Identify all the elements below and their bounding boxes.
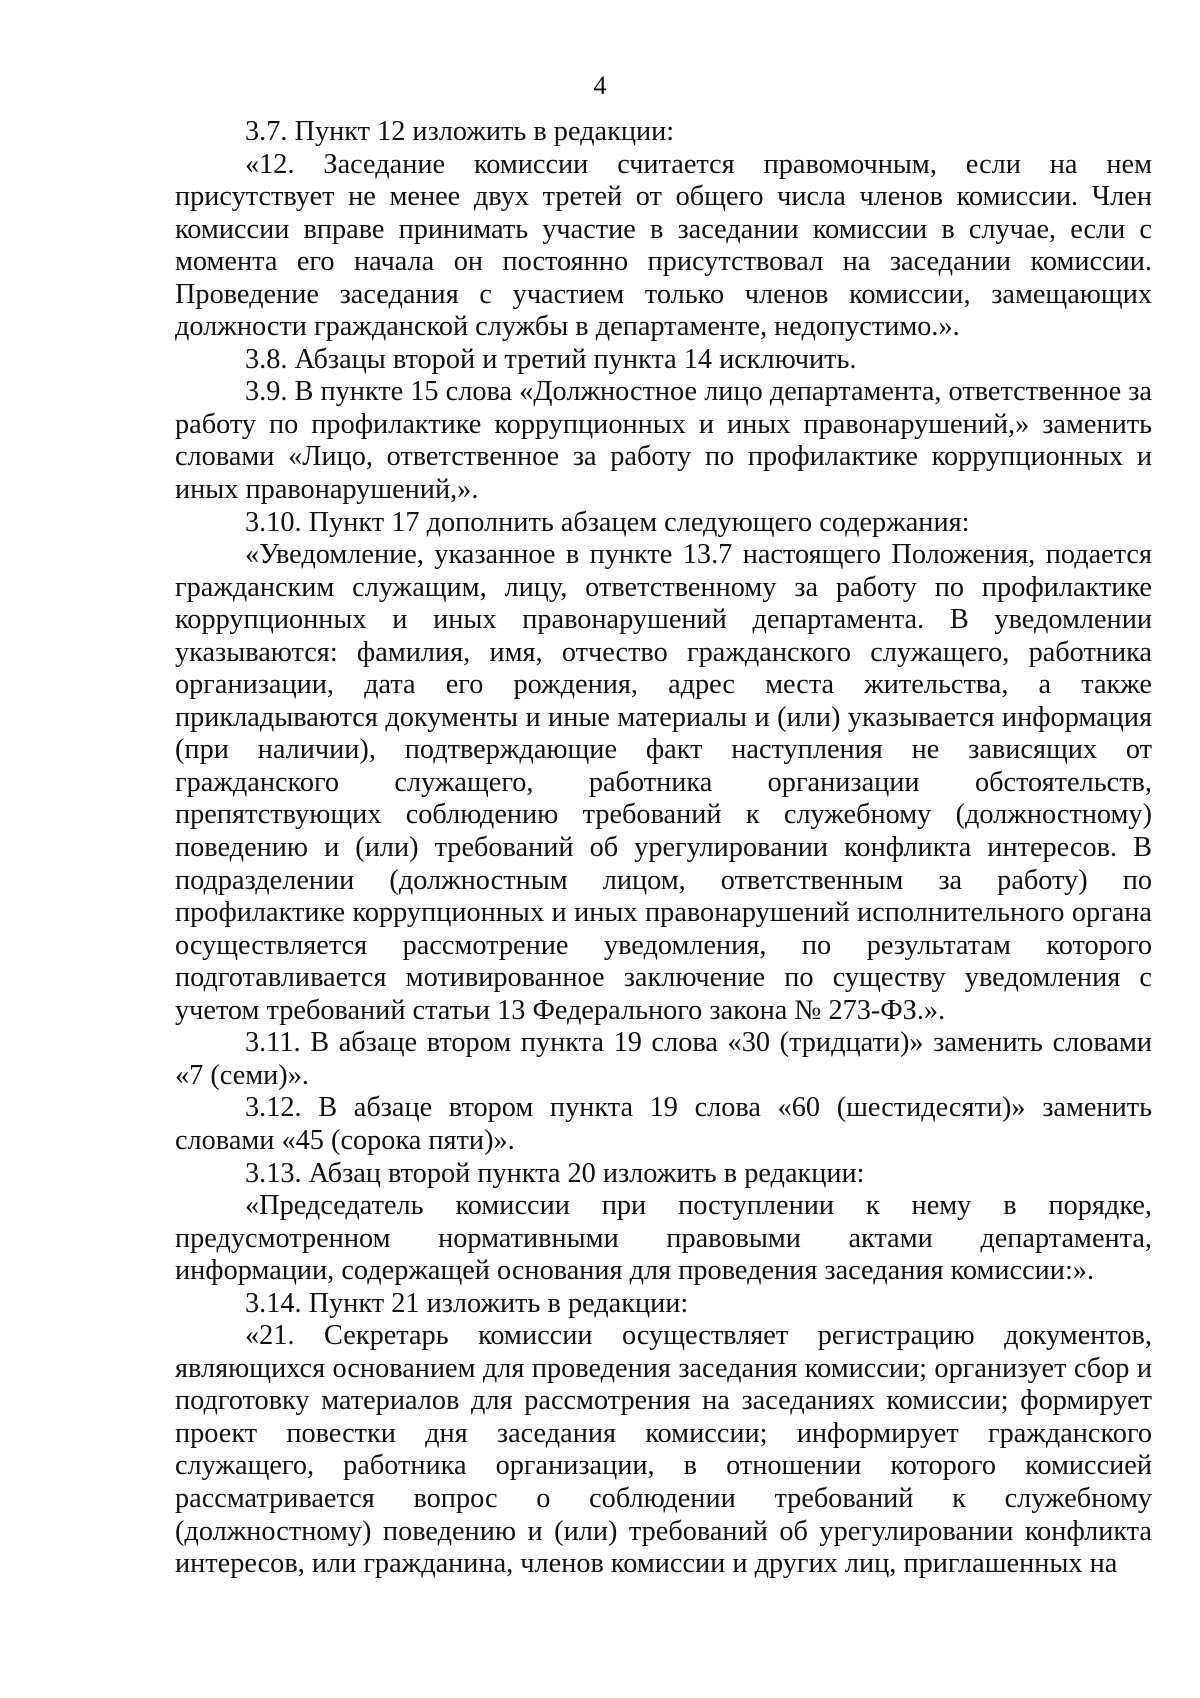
paragraph-notification-text: «Уведомление, указанное в пункте 13.7 настоящего Положения, подается гражданским служащим, лицу, ответственному за работу по профилактике коррупционных и иных правонарушений департамента. В уведомлении указываются: фамилия, имя, отчество гражданского служащего, работника организации, дата его рождения, адрес места жительства, а также прикладываются документы и иные материалы и (или) указывается информация (при наличии), подтверждающие факт наступления не зависящих от гражданского служащего, работника организации обстоятельств, препятствующих соблюдению требований к служебному (должностному) поведению и (или) требований об урегулировании конфликта интересов. В подразделении (должностным лицом, ответственным за работу) по профилактике коррупционных и иных правонарушений исполнительного органа осуществляется рассмотрение уведомления, по результатам которого подготавливается мотивированное заключение по существу уведомления с учетом требований статьи 13 Федерального закона № 273-ФЗ.». [175, 539, 1152, 1026]
paragraph-3-8: 3.8. Абзацы второй и третий пункта 14 исключить. [245, 343, 857, 375]
document-body [175, 116, 1152, 1581]
paragraph-3-10-heading: 3.10. Пункт 17 дополнить абзацем следующего содержания: [245, 506, 970, 538]
paragraph-3-14-heading: 3.14. Пункт 21 изложить в редакции: [245, 1287, 689, 1319]
page-number: 4 [593, 71, 607, 100]
paragraph-3-12: 3.12. В абзаце втором пункта 19 слова «60 (шестидесяти)» заменить словами «45 (сорока пяти)». [175, 1092, 1152, 1156]
paragraph-3-9: 3.9. В пункте 15 слова «Должностное лицо департамента, ответственное за работу по профилактике коррупционных и иных правонарушений,» заменить словами «Лицо, ответственное за работу по профилактике коррупционных и иных правонарушений,». [175, 376, 1152, 506]
paragraph-chairman-text: «Председатель комиссии при поступлении к нему в порядке, предусмотренном нормативными правовыми актами департамента, информации, содержащей основания для проведения заседания комиссии:». [175, 1190, 1152, 1287]
paragraph-3-11: 3.11. В абзаце втором пункта 19 слова «30 (тридцати)» заменить словами «7 (семи)». [175, 1027, 1152, 1091]
paragraph-3-13-heading: 3.13. Абзац второй пункта 20 изложить в редакции: [245, 1157, 865, 1189]
paragraph-item-21-text: «21. Секретарь комиссии осуществляет регистрацию документов, являющихся основанием для проведения заседания комиссии; организует сбор и подготовку материалов для рассмотрения на заседаниях комиссии; формирует проект повестки дня заседания комиссии; информирует гражданского служащего, работника организации, в отношении которого комиссией рассматривается вопрос о соблюдении требований к служебному (должностному) поведению и (или) требований об урегулировании конфликта интересов, или гражданина, членов комиссии и других лиц, приглашенных на [175, 1320, 1152, 1580]
paragraph-3-7-heading: 3.7. Пункт 12 изложить в редакции: [245, 116, 675, 147]
paragraph-item-12-text: «12. Заседание комиссии считается правомочным, если на нем присутствует не менее двух третей от общего числа членов комиссии. Член комиссии вправе принимать участие в заседании комиссии в случае, если с момента его начала он постоянно присутствовал на заседании комиссии. Проведение заседания с участием только членов комиссии, замещающих должности гражданской службы в департаменте, недопустимо.». [175, 148, 1152, 343]
